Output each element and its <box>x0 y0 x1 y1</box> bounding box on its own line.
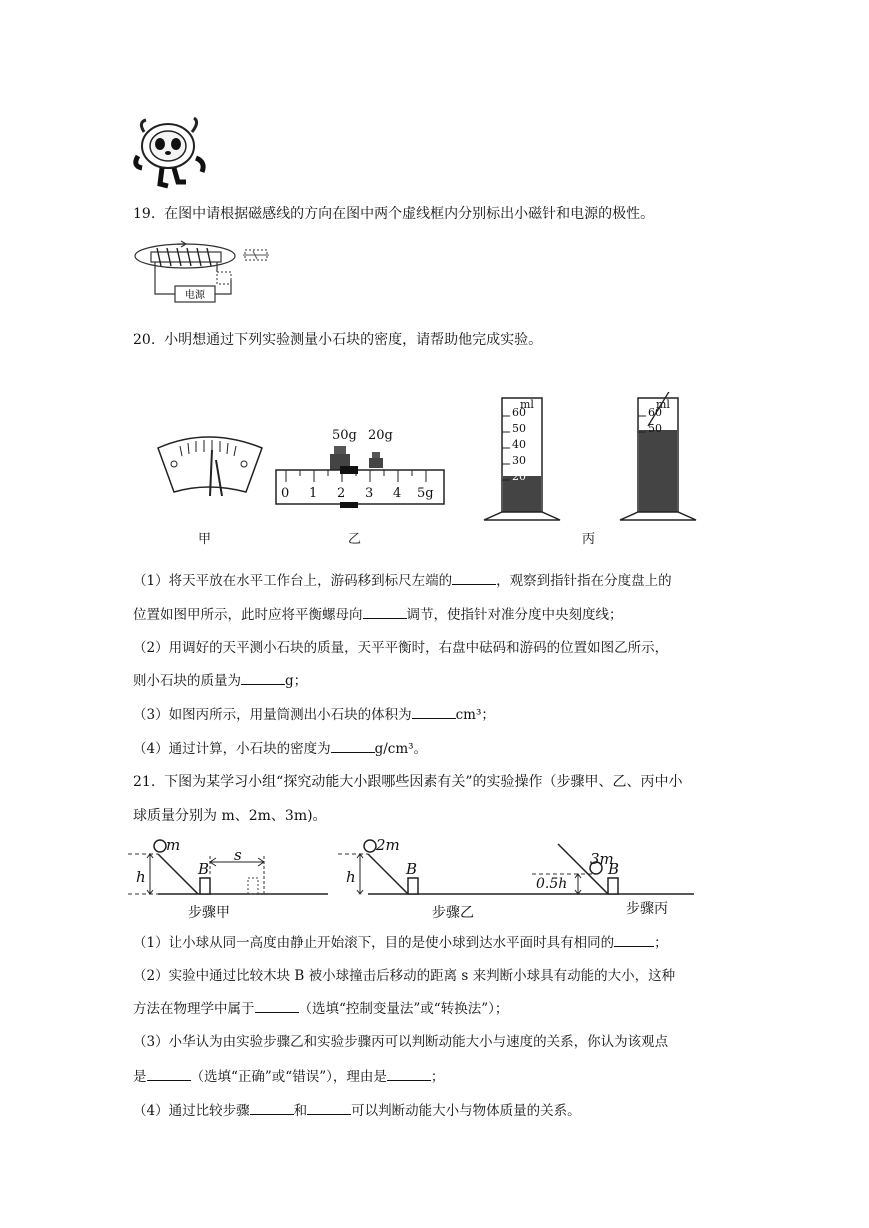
distance-label: s <box>234 846 242 864</box>
answer-blank[interactable] <box>250 1100 294 1115</box>
question-number: 21. <box>133 774 156 790</box>
question-20 <box>133 330 542 350</box>
question-number: 20. <box>133 332 156 348</box>
question-text: 球质量分别为 m、2m、3m)。 <box>133 808 327 824</box>
step-label-bing: 步骤丙 <box>626 901 668 917</box>
answer-blank[interactable] <box>614 932 654 947</box>
panda-mascot-image <box>130 112 210 190</box>
q21-step-2-line-2: 方法在物理学中属于 （选填“控制变量法”或“转换法”）； <box>133 998 508 1019</box>
q20-step-1-line-1: （1）将天平放在水平工作台上，游码移到标尺左端的 ，观察到指针指在分度盘上的 <box>133 570 672 591</box>
q21-step-3-line-1: （3）小华认为由实验步骤乙和实验步骤丙可以判断动能大小与速度的关系，你认为该观点 <box>133 1034 669 1050</box>
q21-step-2-line-1: （2）实验中通过比较木块 B 被小球撞击后移动的距离 s 来判断小球具有动能的大小，这种 <box>133 968 676 984</box>
figure-label-bing: 丙 <box>582 532 596 547</box>
cylinder-tick-label: 50 <box>648 422 662 435</box>
question-21-line-1 <box>133 772 682 792</box>
weight-label-50g: 50g <box>332 428 357 443</box>
scale-tick-label: 0 <box>281 486 290 501</box>
height-label: h <box>136 868 146 886</box>
cylinder-tick-label: 40 <box>512 438 526 451</box>
scale-tick-label: 4 <box>393 486 402 501</box>
figure-label-jia: 甲 <box>198 532 212 547</box>
answer-blank[interactable] <box>147 1066 191 1081</box>
cylinder-tick-label: 50 <box>512 422 526 435</box>
half-height-label: 0.5h <box>536 876 568 892</box>
answer-blank[interactable] <box>241 670 285 685</box>
cylinder-tick-label: 60 <box>648 406 662 419</box>
mass-label-m: m <box>166 836 181 854</box>
solenoid-circuit-figure <box>133 236 283 316</box>
q20-step-3: （3）如图丙所示，用量筒测出小石块的体积为 cm³； <box>133 704 495 725</box>
q20-step-4: （4）通过计算，小石块的密度为 g/cm³。 <box>133 738 427 759</box>
height-label: h <box>346 868 356 886</box>
question-text: 小明想通过下列实验测量小石块的密度，请帮助他完成实验。 <box>164 332 543 348</box>
answer-blank[interactable] <box>412 704 456 719</box>
block-label: B <box>608 860 620 878</box>
step-label-yi: 步骤乙 <box>432 905 474 921</box>
cylinder-tick-label: 30 <box>512 454 526 467</box>
weight-label-20g: 20g <box>368 428 393 443</box>
answer-blank[interactable] <box>387 1066 431 1081</box>
answer-blank[interactable] <box>331 738 375 753</box>
question-text: 在图中请根据磁感线的方向在图中两个虚线框内分别标出小磁针和电源的极性。 <box>164 206 655 222</box>
scale-tick-label: 2 <box>337 486 346 501</box>
question-text: 下图为某学习小组“探究动能大小跟哪些因素有关”的实验操作（步骤甲、乙、丙中小 <box>164 774 683 790</box>
answer-blank[interactable] <box>307 1100 351 1115</box>
power-source-label: 电源 <box>185 290 205 301</box>
weights-and-scale-figure <box>270 434 450 526</box>
answer-blank[interactable] <box>363 604 407 619</box>
block-label: B <box>198 860 210 878</box>
q20-step-2-line-1: （2）用调好的天平测小石块的质量，天平平衡时，右盘中砝码和游码的位置如图乙所示， <box>133 640 669 656</box>
cylinder-unit-label: ml <box>656 398 670 411</box>
question-21-line-2 <box>133 806 327 826</box>
block-label: B <box>406 860 418 878</box>
scale-tick-label: 5g <box>417 486 434 501</box>
mass-label-2m: 2m <box>376 836 400 854</box>
cylinder-unit-label: ml <box>520 398 534 411</box>
question-19 <box>133 204 654 224</box>
balance-dial-figure <box>150 430 270 520</box>
answer-blank[interactable] <box>255 998 299 1013</box>
answer-blank[interactable] <box>452 570 496 585</box>
question-number: 19. <box>133 206 156 222</box>
cylinder-tick-label: 20 <box>512 470 526 483</box>
figure-label-yi: 乙 <box>348 532 362 547</box>
q20-step-2-line-2: 则小石块的质量为 g； <box>133 670 307 691</box>
step-label-jia: 步骤甲 <box>188 905 230 921</box>
q21-step-4: （4）通过比较步骤 和 可以判断动能大小与物体质量的关系。 <box>133 1100 581 1121</box>
mass-label-3m: 3m <box>590 850 614 868</box>
q21-step-3-line-2: 是 （选填“正确”或“错误”），理由是 ； <box>133 1066 444 1087</box>
q21-step-1: （1）让小球从同一高度由静止开始滚下，目的是使小球到达水平面时具有相同的 ； <box>133 932 668 953</box>
scale-tick-label: 3 <box>365 486 374 501</box>
cylinder-tick-label: 60 <box>512 406 526 419</box>
q20-step-1-line-2: 位置如图甲所示，此时应将平衡螺母向 调节，使指针对准分度中央刻度线； <box>133 604 623 625</box>
scale-tick-label: 1 <box>309 486 318 501</box>
